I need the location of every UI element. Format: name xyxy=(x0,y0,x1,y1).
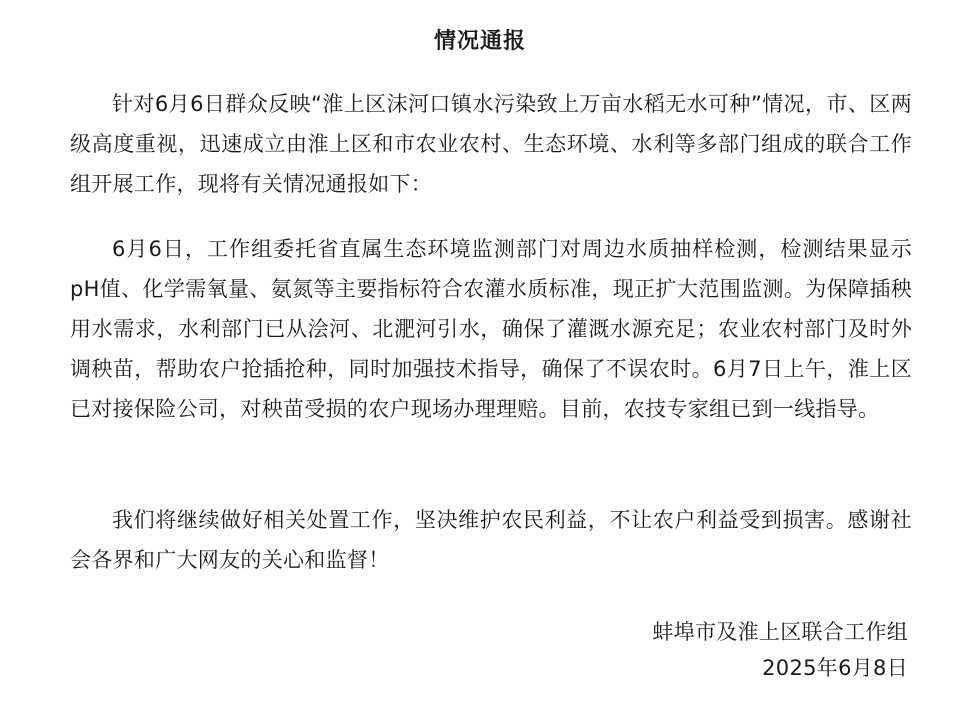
paragraph-intro: 针对6月6日群众反映“淮上区沫河口镇水污染致上万亩水稻无水可种”情况，市、区两级高度重视，迅速成立由淮上区和市农业农村、生态环境、水利等多部门组成的联合工作组开展工作，现将有关情况通报如下： xyxy=(70,92,912,196)
paragraph-closing: 我们将继续做好相关处置工作，坚决维护农民利益，不让农户利益受到损害。感谢社会各界和广大网友的关心和监督！ xyxy=(70,508,912,572)
document-title: 情况通报 xyxy=(433,29,526,54)
signature-date: 2025年6月8日 xyxy=(762,656,908,680)
signature-organization: 蚌埠市及淮上区联合工作组 xyxy=(652,620,908,644)
paragraph-details: 6月6日，工作组委托省直属生态环境监测部门对周边水质抽样检测，检测结果显示pH值、化学需氧量、氨氮等主要指标符合农灌水质标准，现正扩大范围监测。为保障插秧用水需求，水利部门已从浍河、北淝河引水，确保了灌溉水源充足；农业农村部门及时外调秧苗，帮助农户抢插抢种，同时加强技术指导，确保了不误农时。6月7日上午，淮上区已对接保险公司，对秧苗受损的农户现场办理理赔。目前，农技专家组已到一线指导。 xyxy=(70,237,912,421)
